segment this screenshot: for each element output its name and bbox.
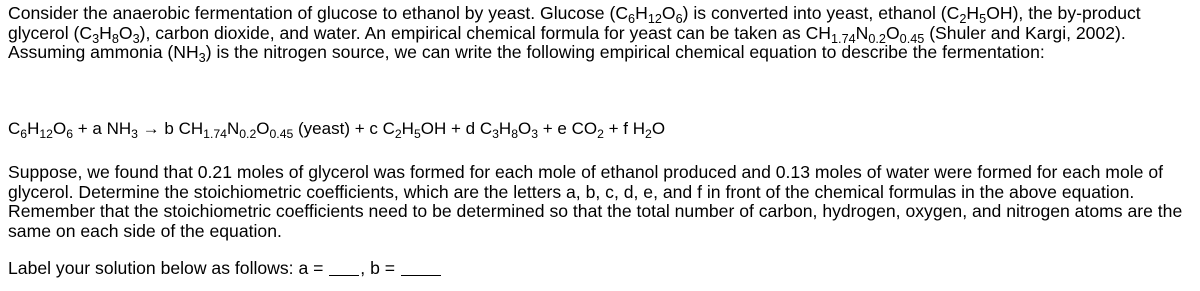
equation-text: C: [8, 119, 21, 138]
intro-text: Consider the anaerobic fermentation of glucose to ethanol by yeast. Glucose (C: [8, 3, 629, 23]
intro-text: H: [99, 22, 112, 43]
equation-text: O: [256, 119, 270, 138]
subscript: 8: [511, 126, 519, 141]
equation-text: O: [518, 119, 532, 138]
intro-text: ), carbon dioxide, and water. An empirical chemical formula for yeast can be taken as CH: [139, 22, 832, 43]
subscript: 2: [645, 126, 652, 141]
equation-text: OH + d C: [420, 119, 493, 138]
problem-question-paragraph: Suppose, we found that 0.21 moles of glycerol was formed for each mole of ethanol produced and 0.13 moles of water were formed for each mole of glycerol. Determine the stoichiometric coefficients, which are the letters a, b, c, d, e, and f in front of the chemical formulas in the above equation. Remember that the stoichiometric coefficients need to be determined so that the total number of carbon, hydrogen, oxygen, and nitrogen atoms are the same on each side of the equation.: [8, 162, 1183, 241]
equation-text: H: [401, 119, 414, 138]
subscript: 6: [675, 12, 683, 27]
label-separator: , b =: [360, 258, 400, 278]
chemical-equation: [8, 119, 1194, 139]
equation-text: O: [651, 119, 666, 138]
subscript: 2: [394, 126, 402, 141]
equation-text: + a NH: [73, 119, 132, 138]
subscript: 1.74: [203, 126, 227, 141]
subscript: 0.2: [868, 31, 886, 46]
subscript: 1.74: [831, 31, 856, 46]
answer-blank-b: [401, 274, 441, 276]
equation-text: H: [498, 119, 512, 138]
subscript: 3: [92, 31, 100, 46]
equation-text: + e CO: [538, 119, 598, 138]
subscript: 6: [628, 12, 636, 27]
intro-text: O: [661, 3, 676, 23]
subscript: 3: [131, 126, 138, 141]
problem-intro-paragraph: [8, 3, 1194, 66]
subscript: 2: [597, 126, 604, 141]
equation-text: N: [226, 119, 240, 138]
intro-text: O: [885, 22, 900, 43]
intro-text: O: [118, 22, 133, 43]
answer-blank-a: [329, 274, 359, 276]
subscript: 0.2: [239, 126, 257, 141]
subscript: 3: [132, 31, 140, 46]
subscript: 2: [959, 12, 967, 27]
equation-text: + f H: [603, 119, 646, 138]
intro-text: H: [635, 3, 648, 23]
intro-text: ) is converted into yeast, ethanol (C: [682, 3, 960, 23]
subscript: 3: [531, 126, 539, 141]
subscript: 12: [647, 12, 662, 27]
intro-text: OH), the by-product glycerol (C: [8, 3, 1141, 43]
label-instruction: [8, 259, 1194, 279]
subscript: 5: [413, 126, 421, 141]
subscript: 0.45: [269, 126, 294, 141]
equation-text: H: [27, 119, 40, 138]
intro-text: ) is the nitrogen source, we can write the following empirical chemical equation to describe the fermentation:: [205, 42, 1045, 62]
subscript: 3: [198, 51, 206, 66]
subscript: 5: [979, 12, 987, 27]
subscript: 0.45: [899, 31, 925, 46]
equation-text: → b CH: [137, 119, 204, 138]
subscript: 6: [20, 126, 28, 141]
intro-text: H: [966, 3, 980, 23]
intro-text: N: [855, 22, 869, 43]
label-prefix: Label your solution below as follows: a =: [8, 258, 329, 278]
subscript: 8: [111, 31, 119, 46]
intro-text: (Shuler and Kargi, 2002). Assuming ammonia (NH: [8, 22, 1126, 62]
equation-text: O: [52, 119, 67, 138]
subscript: 6: [66, 126, 74, 141]
subscript: 12: [39, 126, 53, 141]
equation-text: (yeast) + c C: [293, 119, 395, 138]
subscript: 3: [492, 126, 499, 141]
